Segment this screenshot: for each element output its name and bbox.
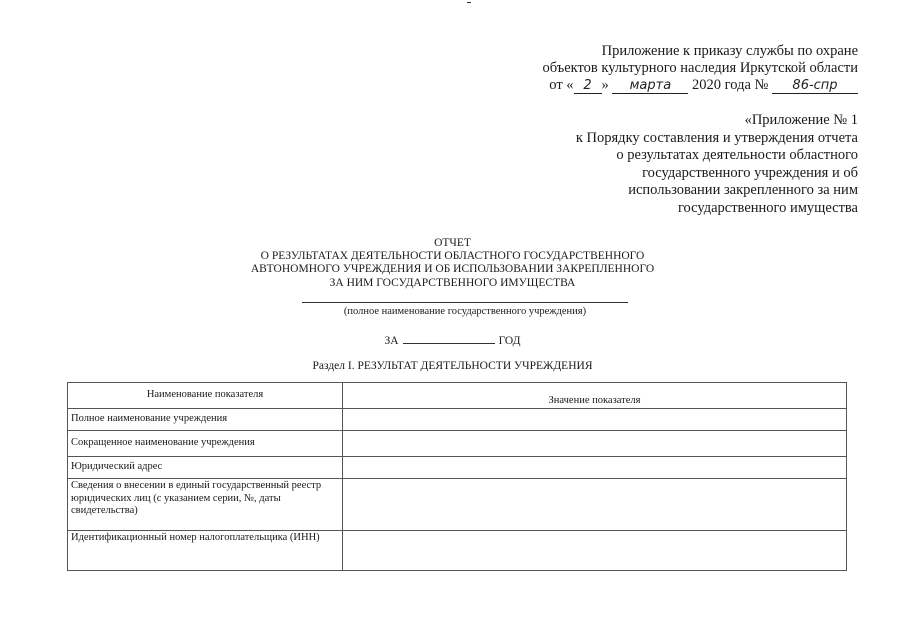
row-value [343, 457, 847, 479]
report-title-line: АВТОНОМНОГО УЧРЕЖДЕНИЯ И ОБ ИСПОЛЬЗОВАНИИ ЗАКРЕПЛЕННОГО [250, 263, 655, 275]
indicators-table [67, 382, 847, 571]
table-row [68, 431, 847, 457]
header-line-1: Приложение к приказу службы по охране [601, 43, 858, 59]
appendix-line: государственного учреждения и об [642, 164, 858, 181]
date-month: марта [612, 79, 688, 94]
column-header: Наименование показателя [68, 383, 343, 409]
appendix-line: использовании закрепленного за ним [628, 182, 858, 198]
table-row [68, 409, 847, 431]
header-date-line [549, 77, 858, 94]
header-line-2: объектов культурного наследия Иркутской области [542, 60, 858, 76]
appendix-line: «Приложение № 1 [744, 112, 858, 128]
row-label: Юридический адрес [68, 457, 343, 479]
appendix-line: о результатах деятельности областного [616, 147, 858, 163]
report-title-line: О РЕЗУЛЬТАТАХ ДЕЯТЕЛЬНОСТИ ОБЛАСТНОГО ГОСУДАРСТВЕННОГО [260, 250, 645, 262]
god-label: ГОД [498, 335, 521, 347]
appendix-block [576, 112, 858, 217]
date-day: 2 [574, 79, 602, 94]
table-header-row [68, 383, 847, 409]
org-name-caption: (полное наименование государственного учреждения) [343, 306, 587, 317]
period-line [0, 333, 905, 347]
appendix-line: государственного имущества [677, 199, 858, 216]
column-header: Значение показателя [343, 383, 847, 409]
table-row [68, 457, 847, 479]
year-blank [403, 333, 495, 344]
section-title: Раздел I. РЕЗУЛЬТАТ ДЕЯТЕЛЬНОСТИ УЧРЕЖДЕНИЯ [312, 360, 593, 372]
appendix-line: к Порядку составления и утверждения отчета [575, 129, 858, 146]
row-value [343, 431, 847, 457]
row-value [343, 409, 847, 431]
top-mark [467, 2, 471, 3]
table-row [68, 479, 847, 531]
report-title-line: ЗА НИМ ГОСУДАРСТВЕННОГО ИМУЩЕСТВА [329, 277, 576, 289]
row-label: Сведения о внесении в единый государственный реестр юридических лиц (с указанием серии, №, даты свидетельства) [68, 479, 343, 531]
table-row [68, 531, 847, 571]
za-label: ЗА [384, 335, 399, 347]
row-label: Идентификационный номер налогоплательщика (ИНН) [68, 531, 343, 571]
date-prefix: от « [549, 77, 574, 93]
row-label: Сокращенное наименование учреждения [68, 431, 343, 457]
org-name-line [302, 302, 628, 303]
row-label: Полное наименование учреждения [68, 409, 343, 431]
date-mid: » [601, 77, 609, 93]
report-title: ОТЧЕТ [434, 237, 471, 249]
row-value [343, 531, 847, 571]
row-value [343, 479, 847, 531]
date-year-text: 2020 года № [692, 77, 769, 93]
order-number: 86-спр [772, 79, 858, 94]
